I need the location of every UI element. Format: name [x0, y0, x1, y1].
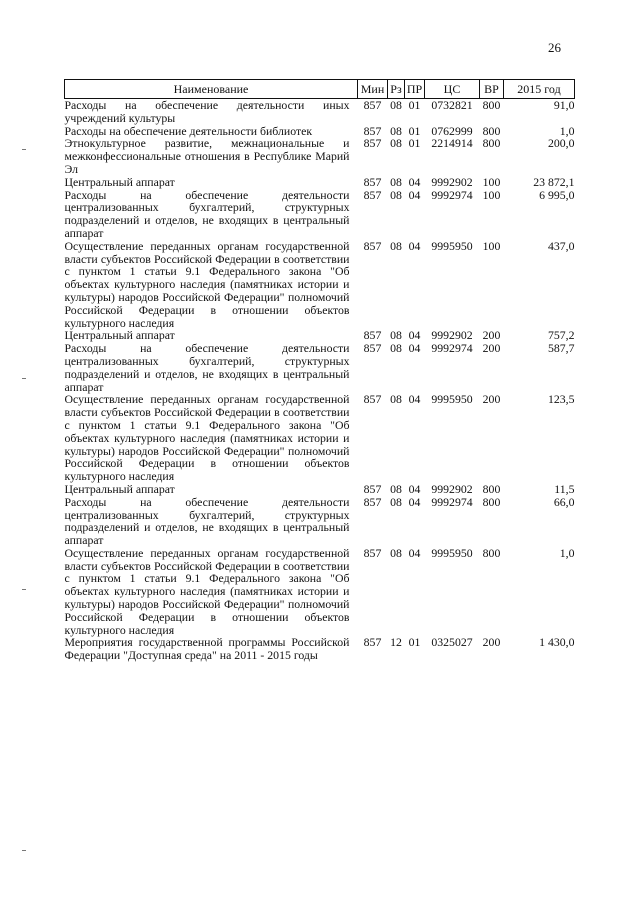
- row-amount: 66,0: [553, 494, 575, 509]
- row-min: 857: [363, 328, 382, 343]
- margin-mark: [22, 378, 26, 379]
- row-rz: 12: [390, 635, 402, 650]
- table-row: [65, 547, 575, 637]
- row-min: 857: [363, 136, 382, 151]
- row-min: 857: [363, 123, 382, 138]
- row-amount: 587,7: [547, 341, 575, 356]
- row-min: 857: [363, 238, 382, 253]
- budget-table-wrapper: [64, 79, 574, 662]
- row-name: Мероприятия государственной программы Российской Федерации "Доступная среда" на 2011 - 2015 годы: [64, 635, 350, 663]
- row-rz: 08: [390, 328, 402, 343]
- header-pr: ПР: [405, 80, 425, 99]
- row-amount: 200,0: [547, 136, 575, 151]
- header-rz: Рз: [388, 80, 405, 99]
- row-pr: 04: [408, 328, 421, 343]
- row-name: Расходы на обеспечение деятельности библиотек: [64, 123, 313, 138]
- row-name: Расходы на обеспечение деятельности централизованных бухгалтерий, структурных подразделений и отделов, не входящих в центральный аппарат: [64, 187, 350, 240]
- row-cs: 9992902: [431, 174, 473, 189]
- row-pr: 04: [408, 494, 421, 509]
- row-min: 857: [363, 174, 382, 189]
- table-row: [65, 176, 575, 189]
- row-cs: 9992974: [431, 341, 473, 356]
- row-amount: 23 872,1: [533, 174, 575, 189]
- row-name: Осуществление переданных органам государственной власти субъектов Российской Федерации в соответствии с пунктом 1 статьи 9.1 Федерального закона "Об объектах культурного наследия (памятниках истории и культуры) народов Российской Федерации" полномочий Российской Федерации в отношении объектов культурного наследия: [64, 392, 350, 484]
- row-amount: 757,2: [547, 328, 575, 343]
- row-pr: 04: [408, 481, 421, 496]
- margin-mark: [22, 850, 26, 851]
- row-name: Центральный аппарат: [64, 174, 175, 189]
- row-pr: 01: [408, 98, 421, 112]
- row-amount: 1,0: [559, 545, 575, 560]
- row-rz: 08: [390, 341, 402, 356]
- row-vr: 800: [482, 136, 501, 151]
- row-min: 857: [363, 392, 382, 407]
- table-row: [65, 189, 575, 240]
- table-row: [65, 393, 575, 483]
- row-name: Расходы на обеспечение деятельности централизованных бухгалтерий, структурных подразделений и отделов, не входящих в центральный аппарат: [64, 494, 350, 548]
- table-row: [65, 496, 575, 547]
- row-pr: 01: [408, 123, 421, 138]
- row-pr: 04: [408, 545, 421, 560]
- row-vr: 800: [482, 494, 501, 509]
- row-amount: 91,0: [553, 98, 575, 112]
- row-cs: 0732821: [431, 98, 473, 112]
- row-vr: 100: [482, 174, 501, 189]
- row-rz: 08: [390, 238, 402, 253]
- row-cs: 2214914: [431, 136, 473, 151]
- row-vr: 800: [482, 481, 501, 496]
- row-amount: 6 995,0: [539, 187, 575, 202]
- row-cs: 9992902: [431, 328, 473, 343]
- row-name: Осуществление переданных органам государственной власти субъектов Российской Федерации в соответствии с пунктом 1 статьи 9.1 Федерального закона "Об объектах культурного наследия (памятниках истории и культуры) народов Российской Федерации" полномочий Российской Федерации в отношении объектов культурного наследия: [64, 545, 350, 637]
- row-name: Осуществление переданных органам государственной власти субъектов Российской Федерации в соответствии с пунктом 1 статьи 9.1 Федерального закона "Об объектах культурного наследия (памятниках истории и культуры) народов Российской Федерации" полномочий Российской Федерации в отношении объектов культурного наследия: [64, 238, 350, 330]
- table-header-row: [65, 80, 575, 99]
- row-name: Расходы на обеспечение деятельности иных учреждений культуры: [64, 98, 350, 125]
- row-rz: 08: [390, 545, 402, 560]
- row-cs: 9992974: [431, 187, 473, 202]
- row-pr: 04: [408, 392, 421, 407]
- row-min: 857: [363, 341, 382, 356]
- table-row: [65, 137, 575, 175]
- row-min: 857: [363, 187, 382, 202]
- row-cs: 0325027: [431, 635, 473, 650]
- row-vr: 200: [482, 392, 501, 407]
- header-year: 2015 год: [504, 80, 575, 99]
- table-row: [65, 483, 575, 496]
- row-cs: 0762999: [431, 123, 473, 138]
- row-cs: 9992902: [431, 481, 473, 496]
- row-amount: 1,0: [559, 123, 575, 138]
- table-row: [65, 342, 575, 393]
- row-pr: 01: [408, 136, 421, 151]
- row-pr: 04: [408, 341, 421, 356]
- row-vr: 100: [482, 238, 501, 253]
- row-cs: 9995950: [431, 392, 473, 407]
- row-rz: 08: [390, 98, 402, 112]
- row-pr: 01: [408, 635, 421, 650]
- row-rz: 08: [390, 123, 402, 138]
- row-vr: 100: [482, 187, 501, 202]
- row-rz: 08: [390, 136, 402, 151]
- row-rz: 08: [390, 174, 402, 189]
- row-name: Центральный аппарат: [64, 328, 175, 343]
- row-min: 857: [363, 545, 382, 560]
- row-cs: 9995950: [431, 545, 473, 560]
- table-body: [65, 99, 575, 663]
- margin-mark: [22, 149, 26, 150]
- page-number: 26: [548, 40, 561, 55]
- header-name: Наименование: [65, 80, 358, 99]
- table-row: [65, 636, 575, 662]
- row-pr: 04: [408, 238, 421, 253]
- row-cs: 9992974: [431, 494, 473, 509]
- row-name: Центральный аппарат: [64, 481, 175, 496]
- row-vr: 200: [482, 341, 501, 356]
- row-name: Расходы на обеспечение деятельности централизованных бухгалтерий, структурных подразделений и отделов, не входящих в центральный аппарат: [64, 341, 350, 394]
- row-min: 857: [363, 635, 382, 650]
- row-cs: 9995950: [431, 238, 473, 253]
- row-vr: 800: [482, 123, 501, 138]
- row-rz: 08: [390, 392, 402, 407]
- row-vr: 200: [482, 635, 501, 650]
- row-min: 857: [363, 481, 382, 496]
- row-pr: 04: [408, 174, 421, 189]
- row-rz: 08: [390, 494, 402, 509]
- row-name: Этнокультурное развитие, межнациональные и межконфессиональные отношения в Республике Марий Эл: [64, 136, 350, 176]
- row-rz: 08: [390, 481, 402, 496]
- header-min: Мин: [358, 80, 388, 99]
- table-row: [65, 99, 575, 125]
- row-amount: 437,0: [547, 238, 575, 253]
- header-cs: ЦС: [425, 80, 480, 99]
- row-vr: 800: [482, 98, 501, 112]
- row-vr: 800: [482, 545, 501, 560]
- row-min: 857: [363, 494, 382, 509]
- header-vr: ВР: [480, 80, 504, 99]
- row-min: 857: [363, 98, 382, 112]
- row-pr: 04: [408, 187, 421, 202]
- row-vr: 200: [482, 328, 501, 343]
- margin-mark: [22, 589, 26, 590]
- budget-table: [64, 79, 575, 662]
- row-rz: 08: [390, 187, 402, 202]
- row-amount: 11,5: [554, 481, 575, 496]
- row-amount: 123,5: [547, 392, 575, 407]
- table-row: [65, 240, 575, 330]
- row-amount: 1 430,0: [539, 635, 575, 650]
